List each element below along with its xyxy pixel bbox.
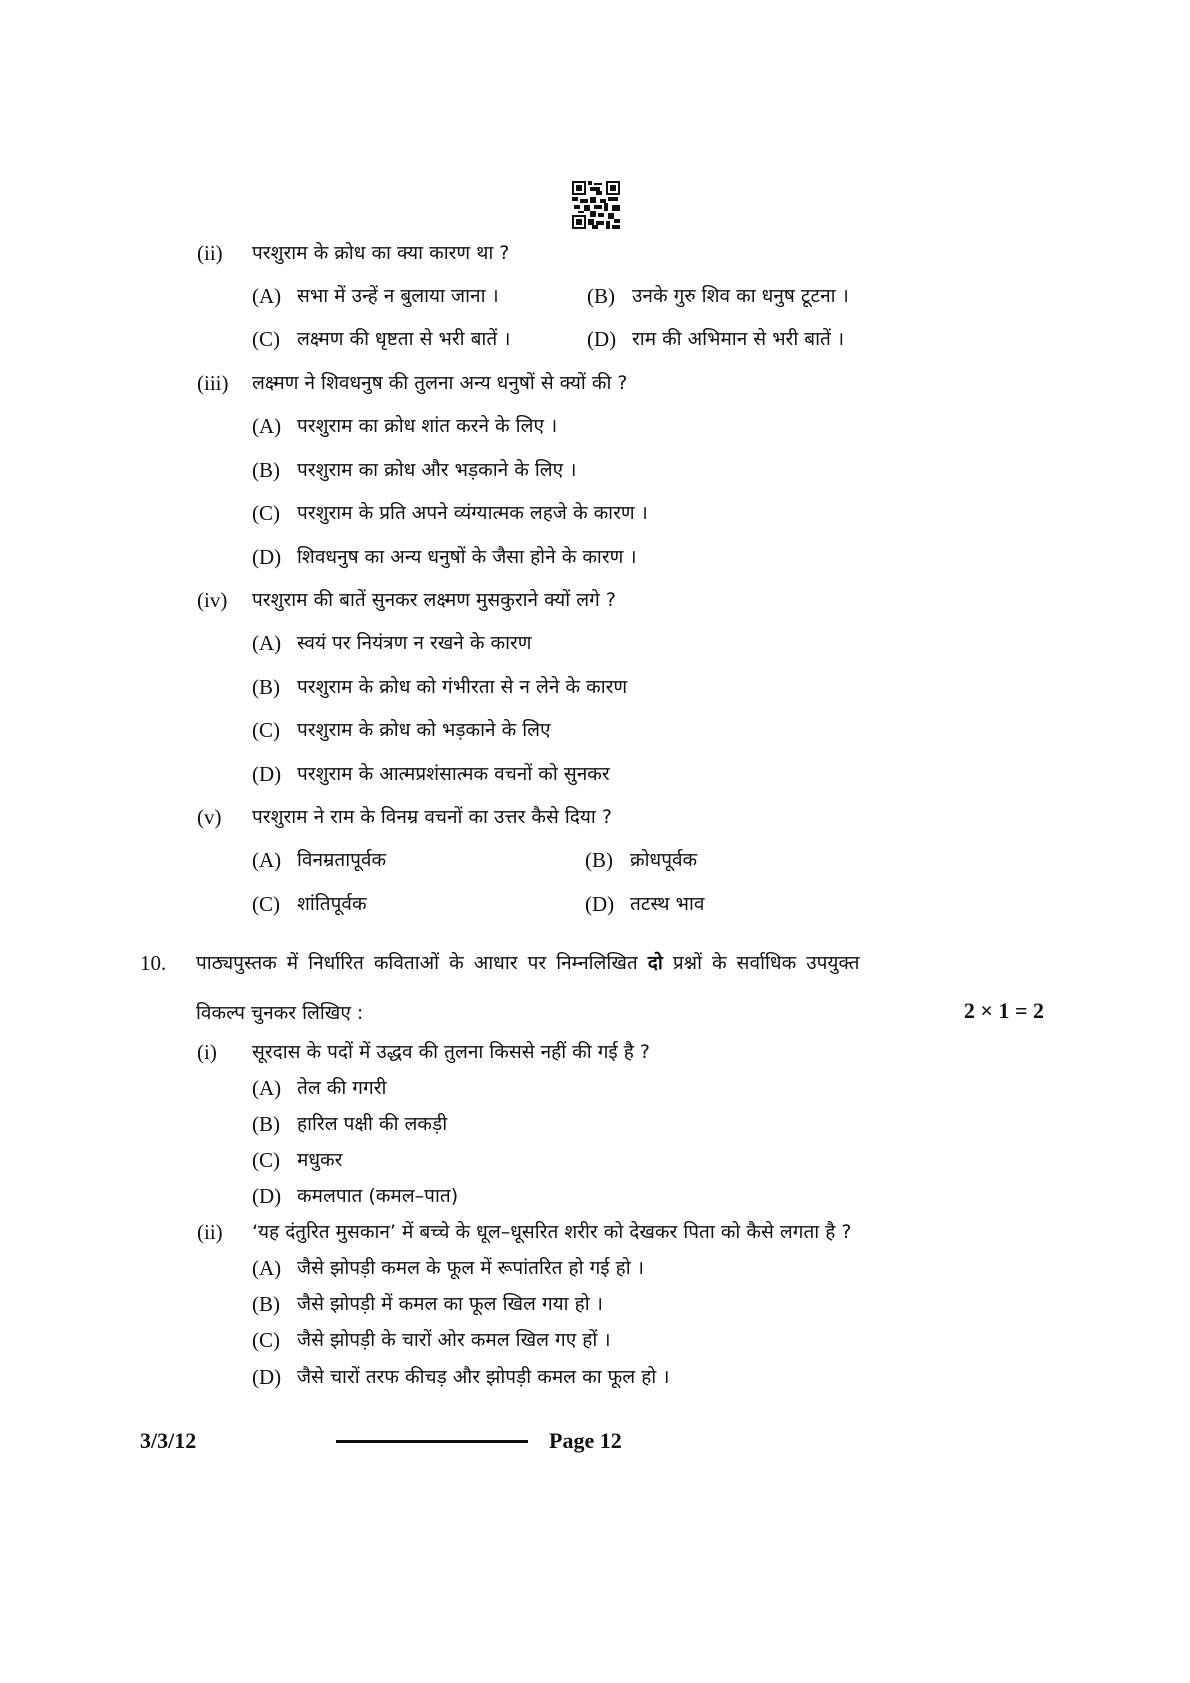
option-c[interactable]: (C) परशुराम के प्रति अपने व्यंग्यात्मक लहजे के कारण । [252, 501, 648, 525]
option-c[interactable]: (C) जैसे झोपड़ी के चारों ओर कमल खिल गए हों । [252, 1328, 611, 1352]
option-d[interactable]: (D) कमलपात (कमल–पात) [252, 1184, 459, 1208]
option-a[interactable]: (A) विनम्रतापूर्वक [252, 848, 387, 872]
option-a[interactable]: (A) सभा में उन्हें न बुलाया जाना । [252, 284, 499, 308]
paper-code: 3/3/12 [140, 1428, 197, 1453]
option-b[interactable]: (B) जैसे झोपड़ी में कमल का फूल खिल गया हो । [252, 1292, 603, 1316]
question-instruction-line2: विकल्प चुनकर लिखिए : [196, 1002, 364, 1024]
option-a[interactable]: (A) परशुराम का क्रोध शांत करने के लिए । [252, 414, 558, 438]
question-text: परशुराम ने राम के विनम्र वचनों का उत्तर कैसे दिया ? [252, 806, 612, 828]
subquestion-number: (i) [197, 1040, 217, 1064]
footer-divider [336, 1440, 528, 1443]
option-d[interactable]: (D) परशुराम के आत्मप्रशंसात्मक वचनों को सुनकर [252, 762, 610, 786]
subquestion-number: (iv) [197, 588, 228, 612]
option-d[interactable]: (D) तटस्थ भाव [585, 892, 705, 916]
question-text: परशुराम के क्रोध का क्या कारण था ? [252, 242, 510, 264]
question-number: 10. [140, 951, 167, 975]
subquestion-number: (ii) [197, 1220, 223, 1244]
question-text: लक्ष्मण ने शिवधनुष की तुलना अन्य धनुषों से क्यों की ? [252, 372, 628, 394]
question-text: ‘यह दंतुरित मुसकान’ में बच्चे के धूल–धूसरित शरीर को देखकर पिता को कैसे लगता है ? [252, 1221, 852, 1243]
subquestion-number: (iii) [197, 371, 229, 395]
option-c[interactable]: (C) परशुराम के क्रोध को भड़काने के लिए [252, 718, 551, 742]
option-d[interactable]: (D) जैसे चारों तरफ कीचड़ और झोपड़ी कमल का फूल हो । [252, 1365, 670, 1389]
question-text: परशुराम की बातें सुनकर लक्ष्मण मुसकुराने क्यों लगे ? [252, 589, 616, 611]
option-b[interactable]: (B) परशुराम का क्रोध और भड़काने के लिए । [252, 458, 577, 482]
qr-code-icon [572, 181, 620, 229]
subquestion-number: (ii) [197, 241, 223, 265]
option-b[interactable]: (B) परशुराम के क्रोध को गंभीरता से न लेने के कारण [252, 675, 628, 699]
option-d[interactable]: (D) शिवधनुष का अन्य धनुषों के जैसा होने के कारण । [252, 545, 637, 569]
question-text: सूरदास के पदों में उद्धव की तुलना किससे नहीं की गई है ? [252, 1041, 651, 1063]
option-c[interactable]: (C) शांतिपूर्वक [252, 892, 367, 916]
option-b[interactable]: (B) उनके गुरु शिव का धनुष टूटना । [587, 284, 849, 308]
page-number: Page 12 [549, 1428, 622, 1453]
option-a[interactable]: (A) तेल की गगरी [252, 1076, 387, 1100]
option-c[interactable]: (C) लक्ष्मण की धृष्टता से भरी बातें । [252, 327, 511, 351]
option-b[interactable]: (B) हारिल पक्षी की लकड़ी [252, 1112, 448, 1136]
question-instruction: पाठ्यपुस्तक में निर्धारित कविताओं के आधार पर निम्नलिखित दो प्रश्नों के सर्वाधिक उपयुक्त [196, 952, 860, 974]
marks-allocation: 2 × 1 = 2 [963, 998, 1044, 1023]
option-a[interactable]: (A) स्वयं पर नियंत्रण न रखने के कारण [252, 631, 532, 655]
option-c[interactable]: (C) मधुकर [252, 1148, 343, 1172]
option-b[interactable]: (B) क्रोधपूर्वक [585, 848, 698, 872]
option-a[interactable]: (A) जैसे झोपड़ी कमल के फूल में रूपांतरित हो गई हो । [252, 1256, 644, 1280]
option-d[interactable]: (D) राम की अभिमान से भरी बातें । [587, 327, 845, 351]
subquestion-number: (v) [197, 805, 222, 829]
